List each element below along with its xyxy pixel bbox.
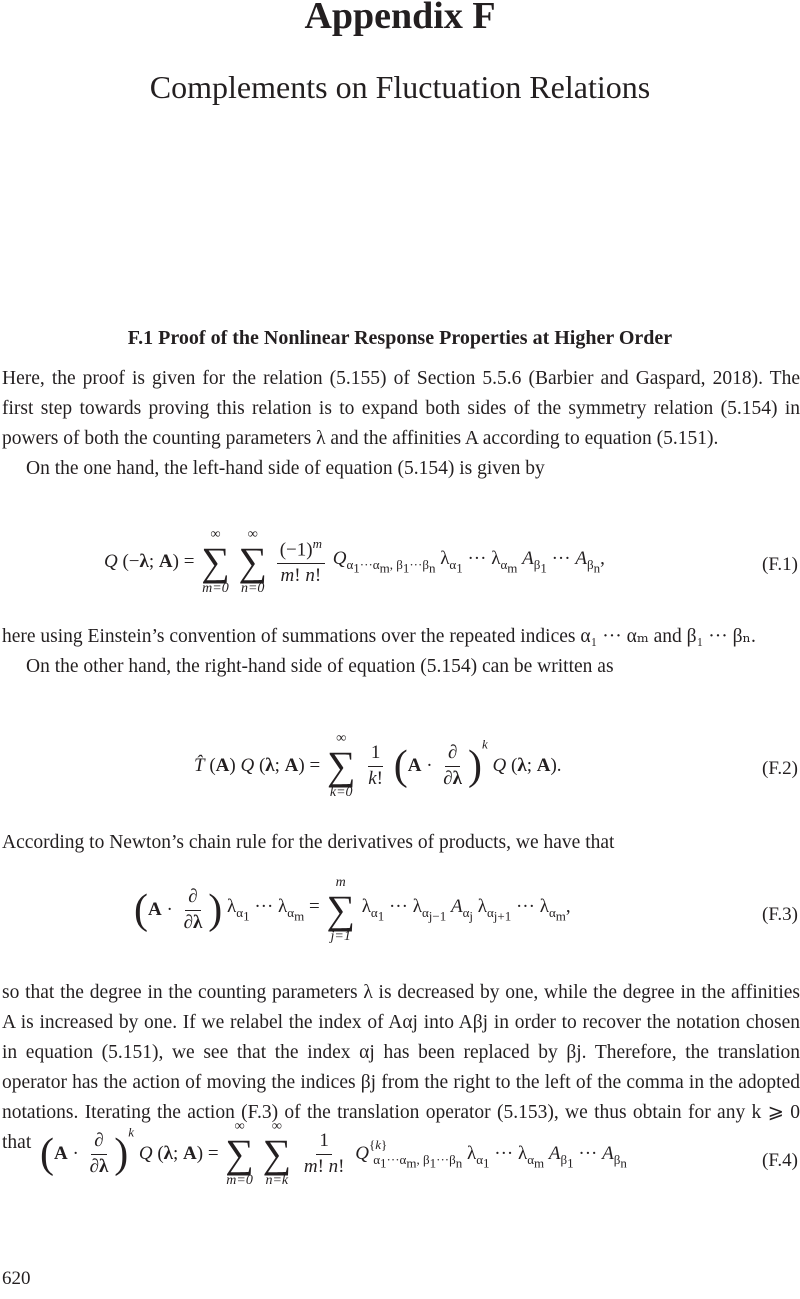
paragraph-chain-rule xyxy=(2,828,800,858)
equation-f4: (A · $\frac{\partial}{\partial\lambda}$ )$^k$ Q (λ; A) = ∞ ∑ m=0 ∞ ∑ n=k $\frac{1}{m! n!}$ $Q^{\{k\}}_{\alpha_1\cdot\cdot\cdot\alpha_m, \beta_1\cdot\cdot\cdot\beta_n}$ $\lambda_{\alpha_1}$ ··· $\lambda_{\alpha_m}$ $A_{\beta_1}$ ··· $A_{\beta_n}$ (F.4) xyxy=(40,1119,798,1188)
equation-number: (F.1) xyxy=(762,554,798,575)
equation-number: (F.2) xyxy=(762,758,798,779)
paragraph-intro xyxy=(2,364,800,484)
paragraph-4: On the other hand, the right-hand side of equation (5.154) can be written as xyxy=(26,656,614,677)
equation-number: (F.4) xyxy=(762,1150,798,1171)
paragraph-2: On the one hand, the left-hand side of equation (5.154) is given by xyxy=(26,458,545,479)
section-title: F.1 Proof of the Nonlinear Response Properties at Higher Order xyxy=(127,327,673,349)
chapter-title: Complements on Fluctuation Relations xyxy=(149,69,651,105)
equation-f1: Q (−λ; A) = ∞ ∑ m=0 ∞ ∑ n=0 $\frac{(-1)^m}{m! n!}$ $Q_{\alpha_1\cdot\cdot\cdot\alpha_m, \beta_1\cdot\cdot\cdot\beta_n}$ $\lambda_{\alpha_1}$ ··· $\lambda_{\alpha_m}$ $A_{\beta_1}$ ··· $A_{\beta_n}$, (F.1) xyxy=(104,527,798,596)
equation-f2: T̂ (A) Q (λ; A) = ∞ ∑ k=0 $\frac{1}{k!}$ (A · $\frac{\partial}{\partial\lambda}$ )$^k$ Q (λ; A). (F.2) xyxy=(194,731,798,800)
equation-f3: (A · $\frac{\partial}{\partial\lambda}$ ) $\lambda_{\alpha_1}$ ··· $\lambda_{\alpha_m}$ = m ∑ j=1 $\lambda_{\alpha_1}$ ··· $\lambda_{\alpha_{j-1}}$ $A_{\alpha_j}$ $\lambda_{\alpha_{j+1}}$ ··· $\lambda_{\alpha_m}$, (F.3) xyxy=(134,875,798,944)
paragraph-1: Here, the proof is given for the relation (5.155) of Section 5.5.6 (Barbier and Gaspard, 2018). The first step towards proving this relation is to expand both sides of the symmetry relation (5.154) in powers of both the counting parameters λ and the affinities A according to equation (5.151). xyxy=(2,368,800,449)
paragraph-5: According to Newton’s chain rule for the derivatives of products, we have that xyxy=(2,832,615,853)
page-number: 620 xyxy=(2,1268,31,1289)
equation-number: (F.3) xyxy=(762,904,798,925)
chapter-label: Appendix F xyxy=(304,0,496,37)
paragraph-middle xyxy=(2,622,800,682)
paragraph-3: here using Einstein’s convention of summations over the repeated indices α₁ ··· αₘ and β₁ ··· βₙ. xyxy=(2,626,756,647)
paragraph-6: so that the degree in the counting parameters λ is decreased by one, while the degree in the affinities A is increased by one. If we relabel the index of Aαj into Aβj in order to recover the notation chosen in equation (5.151), we see that the index αj has been replaced by βj. Therefore, the translation operator has the action of moving the indices βj from the right to the left of the comma in the adopted notations. Iterating the action (F.3) of the translation operator (5.153), we thus obtain for any k ⩾ 0 that xyxy=(2,982,800,1153)
